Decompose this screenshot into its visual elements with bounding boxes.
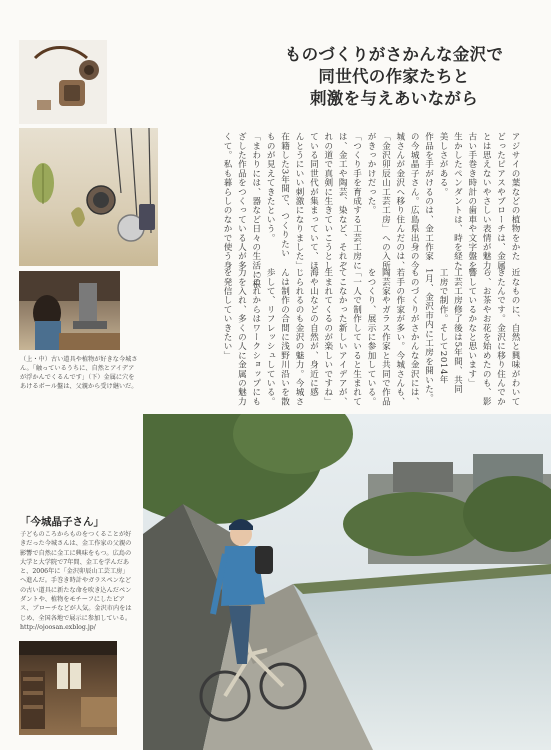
body-column: ものが見えてきたという。 bbox=[265, 132, 276, 243]
body-column: どったピアスやブローチは、金属 bbox=[495, 132, 506, 270]
body-column: 美しさがある。 bbox=[438, 132, 448, 197]
body-column: とは思えないやさしい表情が魅力。 bbox=[481, 132, 492, 280]
body-column: の今城晶子さん。広島県出身の今 bbox=[409, 132, 420, 270]
body-column: 海や山などの自然が、身近に感 bbox=[308, 268, 319, 397]
photo-workbench bbox=[19, 271, 120, 350]
body-column: 響しているかなと思います」 bbox=[466, 268, 477, 388]
body-column: 歩して、リフレッシュしている。 bbox=[265, 268, 276, 406]
body-column: 古い手巻き時計の歯車や文字盤を bbox=[466, 132, 477, 270]
body-column: 「一人で制作していると生まれて bbox=[351, 268, 362, 406]
body-column: アジサイの葉などの植物をかた bbox=[510, 132, 520, 261]
headline-line-1: ものづくりがさかんな金沢で bbox=[284, 45, 504, 64]
body-column: くて。私も暮らしのなかで使う身 bbox=[222, 132, 232, 270]
metal-pieces-illustration bbox=[19, 40, 107, 124]
body-column: 近なものに、自然と興味がわいて bbox=[510, 268, 520, 406]
body-column: 生かしたペンダントは、時を経た bbox=[452, 132, 463, 270]
body-column: じられるのも金沢の魅力。今城さ bbox=[294, 268, 304, 406]
body-column: 作品を手がけるのは、金工作家 bbox=[423, 132, 434, 261]
photo-metal-pieces bbox=[19, 40, 107, 124]
body-column: は、金工や陶芸、染など、それぞ bbox=[337, 132, 348, 270]
body-column: 「まわりには、器など日々の生活に根 bbox=[250, 132, 261, 289]
body-column: きたんです。金沢に移り住んでか bbox=[495, 268, 506, 406]
workbench-illustration bbox=[19, 271, 120, 350]
body-column: を発信していきたい」 bbox=[222, 268, 232, 360]
photo-caption: （上・中）古い道具や植物が好きな今城さん。「触っているうちに、自然とアイデアが浮かんでくるんです」（下）金属に穴をあけるボール盤は、父親から受け継いだ。 bbox=[20, 356, 138, 390]
headline-line-2: 同世代の作家たちと bbox=[318, 67, 470, 86]
body-column: 陶芸家やガラス作家と共同で作品 bbox=[380, 268, 391, 406]
body-column: 「つくり手を育成する工芸工房に bbox=[351, 132, 362, 270]
body-column: がきっかけだった。 bbox=[366, 132, 376, 215]
body-column: 在籍した3年間で、つくりたい bbox=[279, 132, 290, 258]
photo-workshop-interior bbox=[19, 641, 117, 735]
pendants-illustration bbox=[19, 128, 158, 266]
profile-text bbox=[20, 530, 134, 632]
workshop-illustration bbox=[19, 641, 117, 735]
body-column: 工房で制作。そして2014年 bbox=[438, 268, 448, 385]
body-column: れの道で真剣に生きていこうとし bbox=[322, 132, 333, 270]
body-column: ら、お茶やお花を始めたのも、影 bbox=[481, 268, 492, 406]
body-column: 城さんが金沢へ移り住んだのは、 bbox=[394, 132, 405, 270]
headline-line-3: 刺激を与えあいながら bbox=[310, 89, 478, 108]
photo-riverside-bicycle bbox=[143, 414, 551, 750]
photo-pendants bbox=[19, 128, 158, 266]
profile-title: 「今城晶子さん」 bbox=[20, 516, 104, 528]
body-column: ものづくりがさかんな金沢には、 bbox=[409, 268, 420, 406]
body-column: てこなかった新しいアイデアが、 bbox=[337, 268, 348, 406]
body-column: をつくり、展示に参加している。 bbox=[366, 268, 376, 406]
body-column: 若手の作家が多い。今城さんも、 bbox=[394, 268, 405, 406]
body-column: ている同世代が集まっていて、ほ bbox=[308, 132, 319, 270]
body-column: ざした作品をつくっている人が多 bbox=[236, 132, 247, 270]
profile-url: http://ojoosan.exblog.jp/ bbox=[20, 623, 96, 631]
body-column: んとうにいい刺激になりました」 bbox=[294, 132, 304, 270]
headline bbox=[279, 44, 509, 110]
body-column: 「金沢卯辰山工芸工房」への入所 bbox=[380, 132, 391, 270]
profile-description: 子どものころからものをつくることが好きだった今城さんは、金工作家の父親の影響で自然に金工に興味をもつ。広島の大学と大学院で7年間、金工を学んだあと、2006年に「金沢卯辰山工芸工房」へ進んだ。手巻き時計やガラスペンなどの古い道具に新たな命を吹き込んだペンダントや、植物をモチーフにしたピアス、ブローチなどが人気。金沢市内をはじめ、全国各地で展示に参加している。 bbox=[20, 531, 132, 622]
riverside-illustration bbox=[143, 414, 551, 750]
body-column: 力を入れ、多くの人に金属の魅力 bbox=[236, 268, 247, 406]
body-column: 1月、金沢市内に工房を開いた。 bbox=[423, 268, 434, 403]
body-column: 工芸工房修了後は5年間、共同 bbox=[452, 268, 463, 394]
body-column: 「これからはワークショップにも bbox=[250, 268, 261, 406]
body-column: 生まれてくるのが楽しいですね」 bbox=[322, 268, 333, 406]
body-column: んは制作の合間に浅野川沿いを散 bbox=[279, 268, 290, 406]
